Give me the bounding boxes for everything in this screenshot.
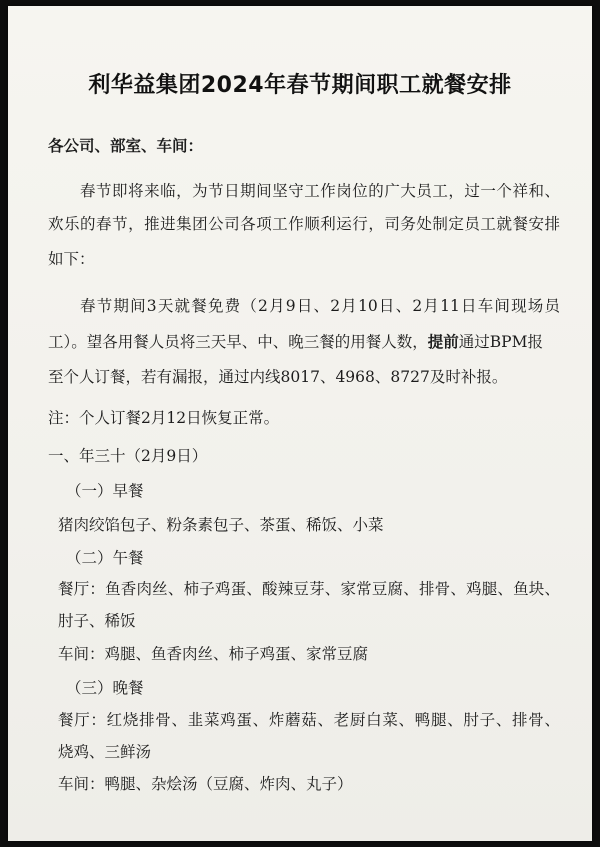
- notice-line-2-text: 工）。望各用餐人员将三天早、中、晚三餐的用餐人数，: [48, 333, 428, 351]
- notice-line-2: [48, 332, 543, 352]
- lunch-workshop: 车间：鸡腿、鱼香肉丝、柿子鸡蛋、家常豆腐: [58, 645, 369, 663]
- dinner-heading: （三）晚餐: [66, 679, 144, 697]
- document-page: [8, 6, 592, 841]
- intro-line-3: 如下：: [48, 250, 95, 268]
- note: 注：个人订餐2月12日恢复正常。: [48, 409, 280, 427]
- dinner-workshop: 车间：鸭腿、杂烩汤（豆腐、炸肉、丸子）: [58, 775, 353, 793]
- day1-heading: 一、年三十（2月9日）: [48, 447, 208, 465]
- notice-emphasis: 提前: [427, 333, 459, 351]
- intro-line-2: 欢乐的春节，推进集团公司各项工作顺利运行，司务处制定员工就餐安排: [48, 215, 560, 233]
- lunch-heading: （二）午餐: [66, 549, 144, 567]
- intro-line-1: 春节即将来临，为节日期间坚守工作岗位的广大员工，过一个祥和、: [80, 182, 560, 200]
- notice-line-2-tail: 通过BPM报: [458, 333, 543, 351]
- lunch-canteen-line-1: 餐厅：鱼香肉丝、柿子鸡蛋、酸辣豆芽、家常豆腐、排骨、鸡腿、鱼块、: [58, 580, 560, 598]
- dinner-canteen-line-2: 烧鸡、三鲜汤: [58, 743, 152, 761]
- breakfast-items: 猪肉绞馅包子、粉条素包子、茶蛋、稀饭、小菜: [58, 516, 384, 534]
- dinner-canteen-line-1: 餐厅：红烧排骨、韭菜鸡蛋、炸蘑菇、老厨白菜、鸭腿、肘子、排骨、: [58, 711, 560, 729]
- lunch-canteen-line-2: 肘子、稀饭: [58, 612, 136, 630]
- breakfast-heading: （一）早餐: [66, 482, 144, 500]
- notice-line-3: 至个人订餐，若有漏报，通过内线8017、4968、8727及时补报。: [48, 368, 508, 386]
- notice-line-1: 春节期间3天就餐免费（2月9日、2月10日、2月11日车间现场员: [80, 297, 560, 315]
- salutation: 各公司、部室、车间：: [48, 137, 204, 155]
- document-title: 利华益集团2024年春节期间职工就餐安排: [88, 73, 512, 98]
